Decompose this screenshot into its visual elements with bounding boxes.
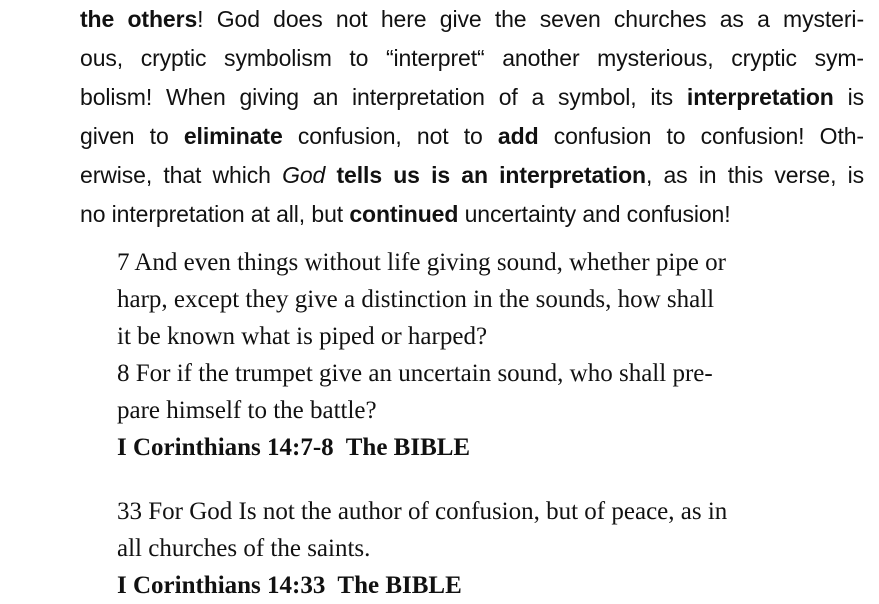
scripture-quote-2 <box>117 493 837 604</box>
body-text: confusion, not to <box>282 123 498 149</box>
paragraph-line <box>80 39 864 78</box>
body-text: given to <box>80 123 184 149</box>
verse-line: 7 And even things without life giving sound, whether pipe or <box>117 249 726 276</box>
body-text: ous, cryptic symbolism to “interpret“ another mysterious, cryptic sym- <box>80 45 864 71</box>
paragraph-line <box>80 117 864 156</box>
body-text: confusion to confusion! Oth- <box>538 123 864 149</box>
body-text: is <box>833 84 865 110</box>
body-text: no interpretation at all, but <box>80 201 350 227</box>
verse-line: 33 For God Is not the author of confusion, but of peace, as in <box>117 498 728 525</box>
body-text: erwise, that which <box>80 162 283 188</box>
scripture-reference: I Corinthians 14:33 The BIBLE <box>117 572 462 599</box>
verse-line: it be known what is piped or harped? <box>117 323 488 350</box>
emphasis-text: interpretation <box>686 84 834 110</box>
emphasis-text: eliminate <box>183 123 283 149</box>
scripture-reference: I Corinthians 14:7-8 The BIBLE <box>117 434 471 461</box>
body-text <box>325 162 336 188</box>
italic-text: God <box>282 162 326 188</box>
body-text: ! God does not here give the seven churches as a mysteri- <box>197 6 864 32</box>
paragraph-line <box>80 195 864 234</box>
paragraph-line <box>80 156 864 195</box>
verse-line: 8 For if the trumpet give an uncertain sound, who shall pre- <box>117 360 713 387</box>
verse-line: harp, except they give a distinction in the sounds, how shall <box>117 286 715 313</box>
scripture-quote-1 <box>117 244 837 466</box>
emphasis-text: the others <box>80 6 198 32</box>
emphasis-text: continued <box>349 201 459 227</box>
body-text: bolism! When giving an interpretation of a symbol, its <box>80 84 687 110</box>
body-text: , as in this verse, is <box>645 162 864 188</box>
body-text: uncertainty and confusion! <box>458 201 731 227</box>
verse-line: pare himself to the battle? <box>117 397 377 424</box>
paragraph-line <box>80 0 864 39</box>
verse-line: all churches of the saints. <box>117 535 371 562</box>
commentary-paragraph <box>80 0 864 234</box>
emphasis-text: add <box>497 123 539 149</box>
emphasis-text: tells us is an interpretation <box>336 162 646 188</box>
paragraph-line <box>80 78 864 117</box>
